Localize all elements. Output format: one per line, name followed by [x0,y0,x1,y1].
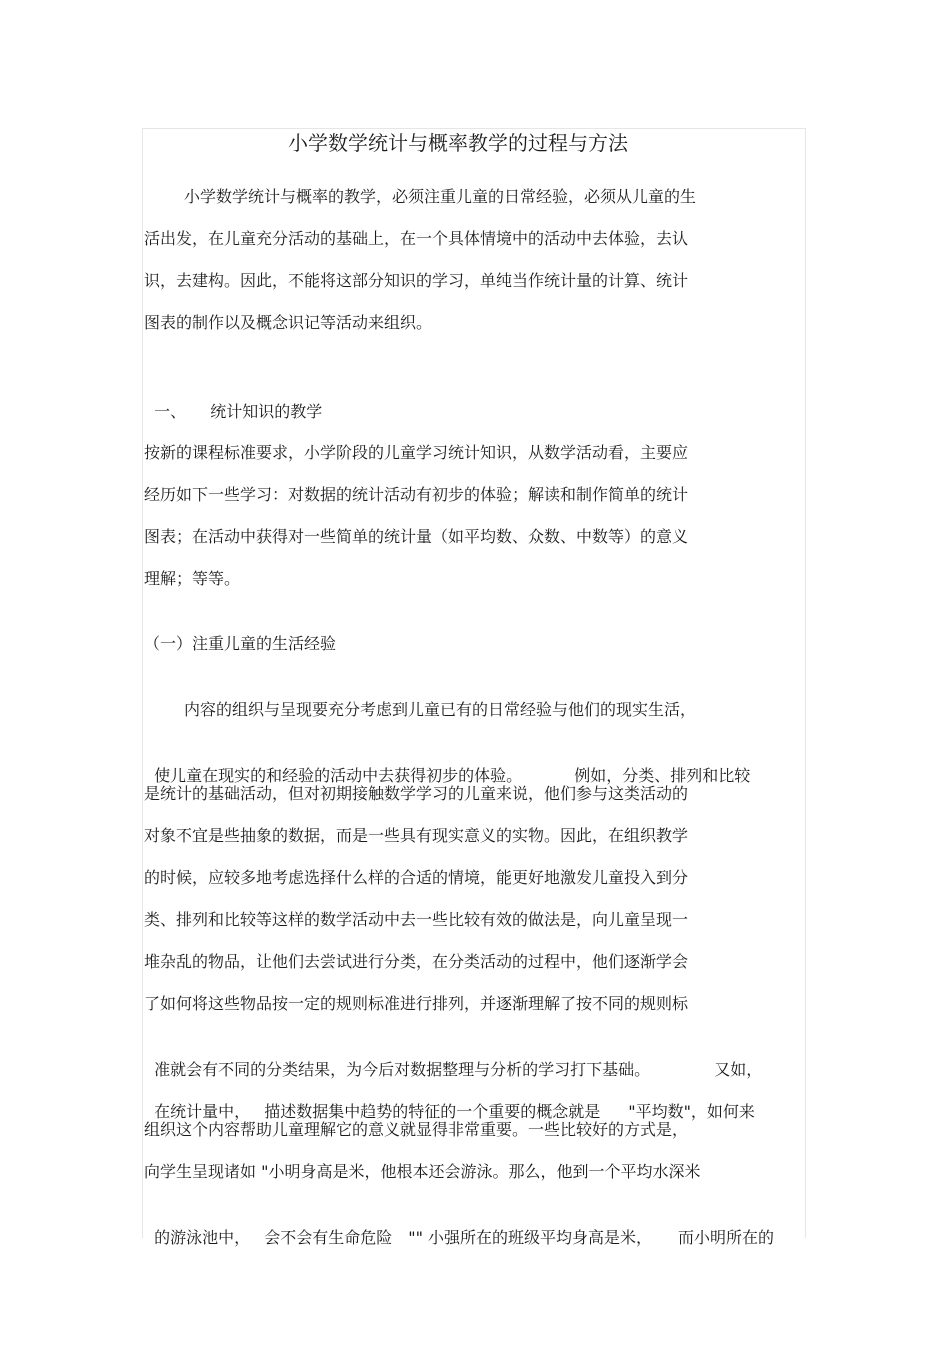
body-line-13-part-b: 会不会有生命危险 [264,1228,393,1247]
intro-line-4: 图表的制作以及概念识记等活动来组织。 [144,313,433,332]
body-line-2-part-b: 例如，分类、排列和比较 [574,766,751,785]
section-title: 统计知识的教学 [210,402,323,421]
intro-line-1: 小学数学统计与概率的教学，必须注重儿童的日常经验，必须从儿童的生 [184,187,697,206]
intro-line-3: 识，去建构。因此，不能将这部分知识的学习，单纯当作统计量的计算、统计 [144,271,689,290]
body-line-9-part-b: 又如， [714,1060,763,1079]
body-line-2 [144,740,751,785]
body-line-3: 是统计的基础活动，但对初期接触数学学习的儿童来说，他们参与这类活动的 [144,784,689,803]
section-number: 一、 [154,402,187,421]
subsection-heading: （一）注重儿童的生活经验 [144,634,337,653]
body-line-9-part-a: 准就会有不同的分类结果，为今后对数据整理与分析的学习打下基础。 [154,1060,651,1079]
section-body-line-2: 经历如下一些学习：对数据的统计活动有初步的体验；解读和制作简单的统计 [144,485,689,504]
body-line-10-part-a: 在统计量中， [154,1102,251,1121]
section-body-line-1: 按新的课程标准要求，小学阶段的儿童学习统计知识，从数学活动看，主要应 [144,443,689,462]
body-line-2-part-a: 使儿童在现实的和经验的活动中去获得初步的体验。 [154,766,523,785]
body-line-10-part-c: "平均数"，如何来 [628,1102,755,1121]
body-line-13-part-a: 的游泳池中， [154,1228,251,1247]
section-body-line-3: 图表；在活动中获得对一些简单的统计量（如平均数、众数、中数等）的意义 [144,527,689,546]
body-line-12: 向学生呈现诸如 "小明身高是米，他根本还会游泳。那么，他到一个平均水深米 [144,1162,701,1181]
body-line-13 [144,1202,775,1247]
body-line-10-part-b: 描述数据集中趋势的特征的一个重要的概念就是 [264,1102,601,1121]
body-line-6: 类、排列和比较等这样的数学活动中去一些比较有效的做法是，向儿童呈现一 [144,910,689,929]
body-line-11: 组织这个内容帮助儿童理解它的意义就显得非常重要。一些比较好的方式是， [144,1120,689,1139]
document-title: 小学数学统计与概率教学的过程与方法 [288,131,628,155]
body-line-7: 堆杂乱的物品，让他们去尝试进行分类，在分类活动的过程中，他们逐渐学会 [144,952,689,971]
body-line-4: 对象不宜是些抽象的数据，而是一些具有现实意义的实物。因此，在组织教学 [144,826,689,845]
body-line-10 [144,1076,755,1121]
body-line-8: 了如何将这些物品按一定的规则标准进行排列，并逐渐理解了按不同的规则标 [144,994,689,1013]
body-line-1: 内容的组织与呈现要充分考虑到儿童已有的日常经验与他们的现实生活， [184,700,697,719]
body-line-9 [144,1034,763,1079]
section-heading [144,376,323,421]
body-line-13-part-d: 而小明所在的 [678,1228,775,1247]
section-body-line-4: 理解；等等。 [144,569,241,588]
body-line-5: 的时候，应较多地考虑选择什么样的合适的情境，能更好地激发儿童投入到分 [144,868,689,887]
body-line-13-part-c: "" 小强所在的班级平均身高是米， [408,1228,653,1247]
intro-line-2: 活出发，在儿童充分活动的基础上，在一个具体情境中的活动中去体验，去认 [144,229,689,248]
